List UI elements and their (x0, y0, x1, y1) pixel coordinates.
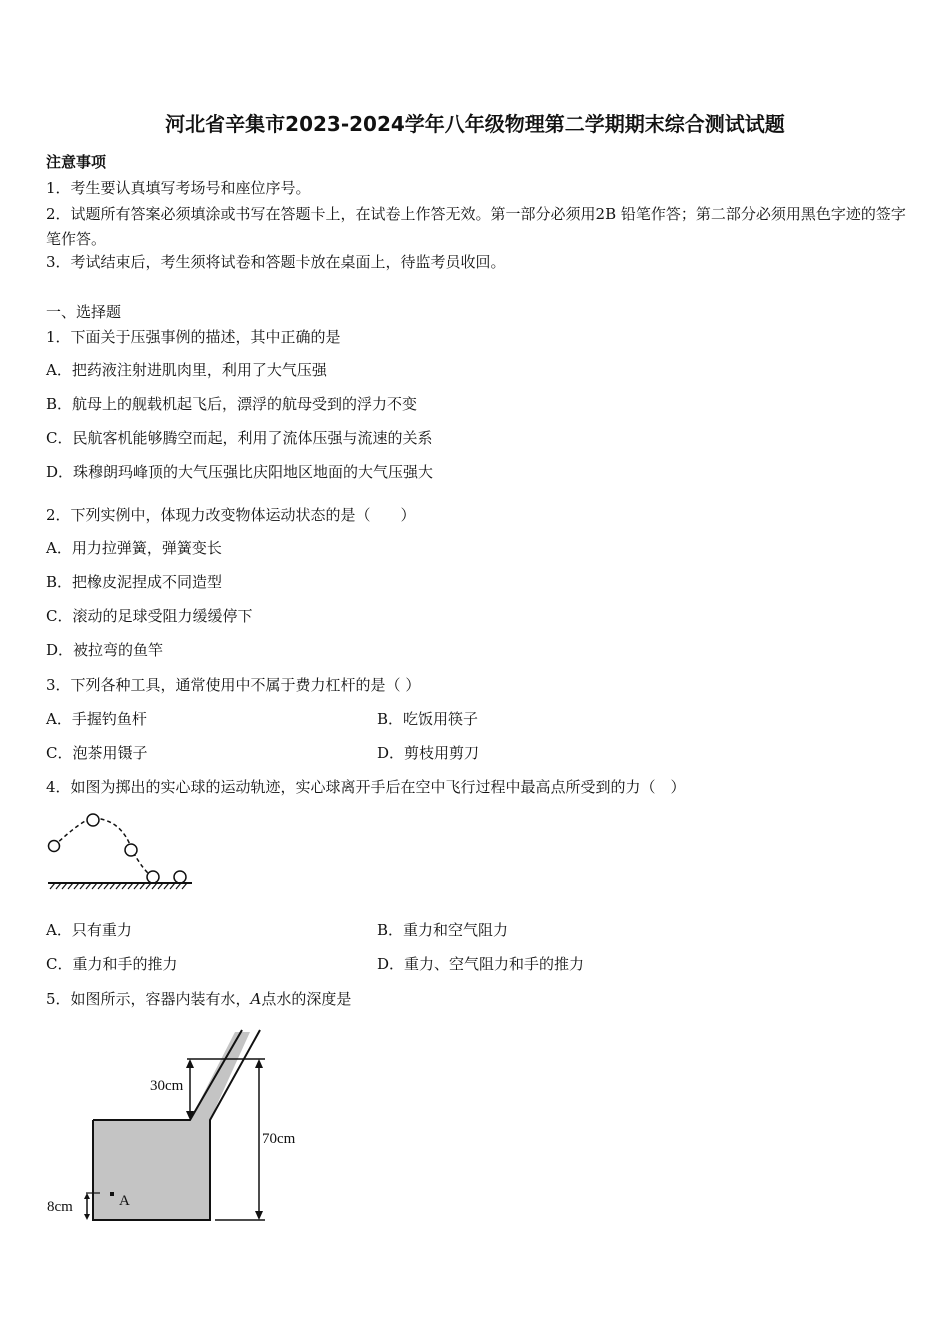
notice-item: 1．考生要认真填写考场号和座位序号。 (46, 179, 311, 197)
ball (49, 841, 60, 852)
notice-item: 3．考试结束后，考生须将试卷和答题卡放在桌面上，待监考员收回。 (46, 253, 506, 271)
option-d: D．珠穆朗玛峰顶的大气压强比庆阳地区地面的大气压强大 (46, 463, 434, 481)
label-8cm: 8cm (47, 1199, 73, 1215)
arrowhead (255, 1059, 263, 1068)
ball (125, 844, 137, 856)
option-a: A．手握钓鱼杆 (46, 710, 147, 728)
option-a: A．只有重力 (46, 921, 132, 939)
container-figure (40, 1020, 320, 1230)
page-title: 河北省辛集市2023-2024学年八年级物理第二学期期末综合测试试题 (165, 112, 785, 136)
option-d: D．被拉弯的鱼竿 (46, 641, 164, 659)
option-a: A．把药液注射进肌肉里，利用了大气压强 (46, 361, 327, 379)
question-stem: 3．下列各种工具，通常使用中不属于费力杠杆的是（ ） (46, 676, 421, 694)
notice-item: 2．试题所有答案必须填涂或书写在答题卡上，在试卷上作答无效。第一部分必须用2B 铅笔作答；第二部分必须用黑色字迹的签字笔作答。 (46, 205, 906, 248)
option-b: B．把橡皮泥捏成不同造型 (46, 573, 223, 591)
water (93, 1032, 250, 1220)
arrowhead (186, 1059, 194, 1068)
point-a-marker (110, 1192, 114, 1196)
option-c: C．滚动的足球受阻力缓缓停下 (46, 607, 253, 625)
question-stem: 4．如图为掷出的实心球的运动轨迹，实心球离开手后在空中飞行过程中最高点所受到的力（ ） (46, 778, 686, 796)
option-b: B．吃饭用筷子 (377, 710, 479, 728)
option-c: C．民航客机能够腾空而起，利用了流体压强与流速的关系 (46, 429, 433, 447)
option-d: D．重力、空气阻力和手的推力 (377, 955, 585, 973)
trajectory-path (54, 818, 154, 878)
option-b: B．航母上的舰载机起飞后，漂浮的航母受到的浮力不变 (46, 395, 418, 413)
option-c: C．泡茶用镊子 (46, 744, 148, 762)
notice-heading: 注意事项 (46, 153, 107, 171)
ball (87, 814, 99, 826)
trajectory-figure (44, 810, 196, 890)
question-stem: 2．下列实例中，体现力改变物体运动状态的是（ ） (46, 506, 416, 524)
ball (147, 871, 159, 883)
arrowhead (84, 1214, 90, 1220)
label-30cm: 30cm (150, 1078, 184, 1094)
ball (174, 871, 186, 883)
arrowhead (255, 1211, 263, 1220)
label-70cm: 70cm (262, 1131, 296, 1147)
option-a: A．用力拉弹簧，弹簧变长 (46, 539, 222, 557)
question-stem: 1．下面关于压强事例的描述，其中正确的是 (46, 328, 341, 346)
arrowhead (84, 1193, 90, 1199)
option-d: D．剪枝用剪刀 (377, 744, 480, 762)
option-b: B．重力和空气阻力 (377, 921, 509, 939)
label-a: A (119, 1193, 130, 1209)
section-title: 一、选择题 (46, 303, 122, 321)
option-c: C．重力和手的推力 (46, 955, 178, 973)
question-stem: 5．如图所示，容器内装有水，A点水的深度是 (46, 990, 352, 1008)
